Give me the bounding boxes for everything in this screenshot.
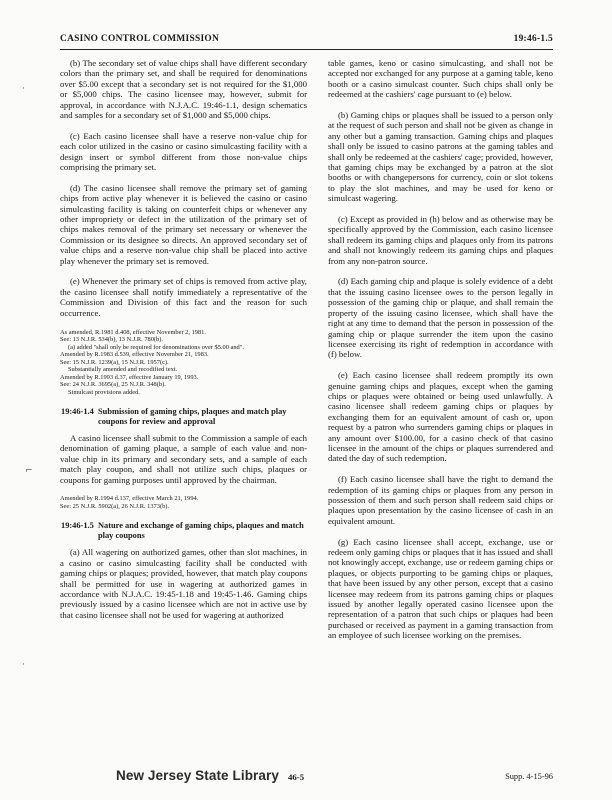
scan-mark: ⌐ xyxy=(25,466,33,476)
section-1-5-paragraph-a: (a) All wagering on authorized games, other than slot machines, in a casino or casino simulcasting facility shall be conducted with gaming chips or plaques; provided, however, that match play coupons shall be permitted for use in wagering at authorized games in accordance with N.J.A.C. 19:45-1.18 and 19:45-1.46. Gaming chips previously issued by a casino licensee which are not in active use by that casino licensee shall not be used for wagering at authorized xyxy=(60,547,307,620)
library-watermark: New Jersey State Library xyxy=(116,768,279,783)
history-line: See: 25 N.J.R. 5902(a), 26 N.J.R. 1373(b). xyxy=(60,502,169,510)
history-line: Amended by R.1994 d.137, effective March 21, 1994. xyxy=(60,495,199,503)
paragraph-c: (c) Each casino licensee shall have a reserve non-value chip for each color utilized in the casino or casino simulcasting facility with a design insert or symbol different from those non-value chips comprising the primary set. xyxy=(60,130,307,173)
header-rule xyxy=(60,49,553,50)
paragraph-d: (d) The casino licensee shall remove the primary set of gaming chips from active play whenever it is believed the casino or casino simulcasting facility is taking on counterfeit chips or whenever any other impropriety or defect in the utilization of the primary set of chips makes removal of the primary set necessary or whenever the Commission or its designee so directs. An approved secondary set of value chips and a reserve non-value chip shall be placed into active play whenever the primary set is removed. xyxy=(60,182,307,266)
section-1-4-text: A casino licensee shall submit to the Commission a sample of each denomination of gaming plaque, a sample of each value and non-value chip in its primary and secondary sets, and a sample of each match play coupon, and shall not utilize such chips, plaques or coupons for gaming purposes until approved by the chairman. xyxy=(60,433,307,485)
history-line: Substantially amended and recodified text. xyxy=(68,366,178,373)
history-note xyxy=(60,495,307,510)
paragraph-e: (e) Each casino licensee shall redeem promptly its own genuine gaming chips and plaques, except when the gaming chips or plaques were obtained or being used unlawfully. A casino licensee shall redeem gaming chips or plaques by exchanging them for an equivalent amount of cash or, upon request by a patron who surrenders gaming chips or plaques in any amount over $100.00, for a casino check of that casino licensee in the amount of the chips or plaques surrendered and dated the day of such redemption. xyxy=(328,370,553,464)
history-line: See: 24 N.J.R. 3695(a), 25 N.J.R. 348(b). xyxy=(60,381,166,388)
history-line: Amended by R.1993 d.37, effective January 19, 1993. xyxy=(60,373,199,381)
running-header xyxy=(60,34,553,48)
history-note xyxy=(60,329,307,397)
paragraph-e: (e) Whenever the primary set of chips is removed from active play, the casino licensee shall notify immediately a representative of the Commission and Division of this fact and the reason for such occurrence. xyxy=(60,276,307,318)
paragraph-f: (f) Each casino licensee shall have the right to demand the redemption of its gaming chips or plaques from any person in possession of them and such person shall redeem said chips or plaques upon presentation by the casino licensee of cash in an equivalent amount. xyxy=(328,474,553,526)
history-line: See: 13 N.J.R. 534(b), 13 N.J.R. 780(b). xyxy=(60,336,163,343)
section-number: 19:46-1.5 xyxy=(61,521,94,531)
right-column xyxy=(328,58,553,651)
paragraph-b: (b) The secondary set of value chips shall have different secondary colors than the primary set, and shall be required for denominations over $5.00 except that a secondary set is not required for the $1,000 or $5,000 chips. The casino licensee may, however, submit for approval, in accordance with N.J.A.C. 19:46-1.1, design schematics and samples for a secondary set of $1,000 and $5,000 chips. xyxy=(60,58,307,121)
section-heading-1-5 xyxy=(60,521,307,541)
page-number: 46-5 xyxy=(288,772,305,782)
paragraph-continued: table games, keno or casino simulcasting, and shall not be accepted nor exchanged for any purpose at a gaming table, keno booth or a casino simulcast counter. Such chips shall only be redeemed at the cashiers' cage pursuant to (e) below. xyxy=(328,58,553,100)
history-line: Simulcast provisions added. xyxy=(68,388,140,396)
section-heading-1-4 xyxy=(60,407,307,427)
header-title: CASINO CONTROL COMMISSION xyxy=(60,34,220,44)
header-section: 19:46-1.5 xyxy=(513,34,553,44)
scan-mark: · xyxy=(22,84,25,94)
paragraph-g: (g) Each casino licensee shall accept, exchange, use or redeem only gaming chips or plaques that it has issued and shall not knowingly accept, exchange, use or redeem gaming chips or plaques, or objects purporting to be gaming chips or plaques, that have been issued by any other person, except that a casino licensee may redeem from its patrons gaming chips or plaques issued by another legally operated casino licensee upon the representation of a patron that such chips or plaques had been purchased or received as payment in a gaming transaction from an employee of such licensee working on the premises. xyxy=(328,536,553,641)
supplement-date: Supp. 4-15-96 xyxy=(505,772,553,781)
history-line: See: 15 N.J.R. 1239(a), 15 N.J.R. 1957(c). xyxy=(60,358,169,366)
history-line: (a) added "shall only be required for denominations over $5.00 and". xyxy=(68,343,244,351)
paragraph-c: (c) Except as provided in (h) below and as otherwise may be specifically approved by the Commission, each casino licensee shall redeem its gaming chips and plaques only from its patrons and shall not knowingly redeem its gaming chips and plaques from any non-patron source. xyxy=(328,214,553,266)
history-line: Amended by R.1983 d.539, effective November 21, 1983. xyxy=(60,351,209,358)
section-title: Submission of gaming chips, plaques and match play coupons for review and approval xyxy=(98,407,287,426)
section-title: Nature and exchange of gaming chips, plaques and match play coupons xyxy=(98,521,304,541)
scan-mark: · xyxy=(22,660,25,670)
section-number: 19:46-1.4 xyxy=(61,407,94,416)
left-column xyxy=(60,58,307,631)
paragraph-d: (d) Each gaming chip and plaque is solely evidence of a debt that the issuing casino licensee owes to the person legally in possession of the gaming chip or plaque, and shall remain the property of the issuing casino licensee, which shall have the right at any time to demand that the person in possession of the gaming chip or plaque surrender the item upon the casino licensee exercising its right of redemption in accordance with (f) below. xyxy=(328,276,553,360)
paragraph-b: (b) Gaming chips or plaques shall be issued to a person only at the request of such person and shall not be given as change in any other but a gaming transaction. Gaming chips and plaques shall only be issued to casino patrons at the gaming tables and shall only be redeemed at the cashiers' cage; provided, however, that gaming chips may be exchanged by a patron at the slot booths or with changepersons for currency, coin or slot tokens to play the slot machines, and may be used for keno or simulcast wagering. xyxy=(328,110,553,204)
history-line: As amended, R.1981 d.408, effective November 2, 1981. xyxy=(60,328,206,336)
